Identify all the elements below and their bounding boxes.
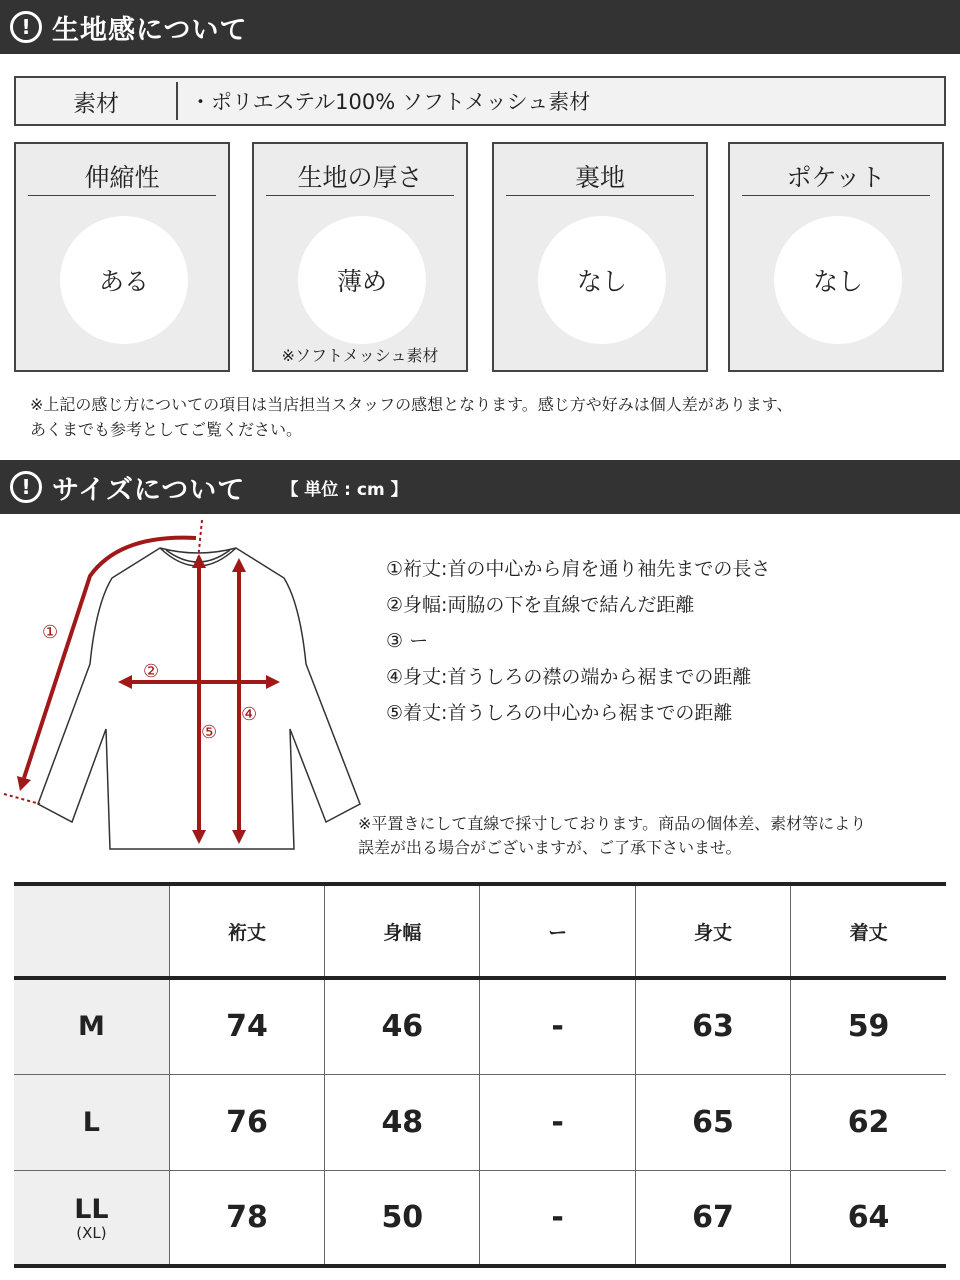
feature-value: なし	[774, 216, 902, 344]
table-cell: 63	[635, 978, 790, 1074]
cuff-dotted	[4, 794, 40, 804]
feature-note: ※ソフトメッシュ素材	[281, 346, 439, 365]
disclaimer-line: あくまでも参考としてご覧ください。	[30, 420, 303, 439]
table-cell: 64	[847, 1199, 890, 1235]
feature-title: 生地の厚さ	[266, 158, 454, 196]
table-header-cell: 着丈	[849, 921, 888, 944]
size-table	[14, 882, 946, 1268]
arrowhead	[266, 675, 280, 689]
garment-diagram	[0, 514, 370, 864]
size-label-cell	[14, 1170, 169, 1266]
table-cell: 62	[847, 1104, 890, 1140]
table-row	[14, 1170, 946, 1266]
size-label-cell: L	[14, 1074, 169, 1170]
measurement-item: ②身幅:両脇の下を直線で結んだ距離	[386, 594, 695, 616]
table-header-cell: ー	[480, 884, 635, 978]
size-section-header	[0, 460, 960, 514]
table-header-cell	[14, 884, 169, 978]
table-cell: 48	[325, 1074, 480, 1170]
feature-box-pocket	[728, 142, 944, 372]
table-cell: -	[480, 1074, 635, 1170]
neck-center-dotted	[198, 520, 202, 560]
measurement-item: ④身丈:首うしろの襟の端から裾までの距離	[386, 666, 752, 688]
table-cell: 50	[325, 1170, 480, 1266]
size-sublabel: (XL)	[76, 1223, 107, 1242]
size-note-line: 誤差が出る場合がございますが、ご了承下さいませ。	[358, 838, 742, 857]
table-cell: -	[480, 1170, 635, 1266]
feature-value: なし	[538, 216, 666, 344]
feature-title: 伸縮性	[28, 158, 216, 196]
table-cell: 67	[635, 1170, 790, 1266]
table-cell: 59	[847, 1009, 890, 1045]
material-divider	[176, 82, 178, 120]
arrowhead	[192, 830, 206, 844]
material-value: ・ポリエステル100% ソフトメッシュ素材	[190, 90, 591, 114]
fabric-disclaimer	[30, 392, 793, 442]
feature-title: 裏地	[506, 158, 694, 196]
exclamation-icon: !	[10, 471, 42, 503]
disclaimer-line: ※上記の感じ方についての項目は当店担当スタッフの感想となります。感じ方や好みは個人差があります、	[30, 395, 793, 414]
feature-value: ある	[60, 216, 188, 344]
feature-box-thickness	[252, 142, 468, 372]
table-header-cell: 裄丈	[169, 884, 324, 978]
feature-box-stretch	[14, 142, 230, 372]
table-header-cell: 身幅	[325, 884, 480, 978]
table-header-cell: 身丈	[635, 884, 790, 978]
mark-5: ⑤	[201, 722, 218, 743]
measurement-item: ①裄丈:首の中心から肩を通り袖先までの長さ	[386, 558, 771, 580]
size-note	[358, 812, 866, 860]
measurement-item: ⑤着丈:首うしろの中心から裾までの距離	[386, 702, 733, 724]
table-cell: 78	[169, 1170, 324, 1266]
size-section-title: サイズについて	[52, 474, 246, 506]
measurement-list	[386, 554, 770, 734]
mark-1: ①	[42, 622, 59, 643]
feature-box-lining	[492, 142, 708, 372]
arrowhead	[232, 558, 246, 572]
mark-4: ④	[241, 704, 258, 725]
sleeve-arrow	[24, 538, 196, 778]
arrowhead	[17, 776, 31, 791]
table-row	[14, 978, 946, 1074]
table-cell: 74	[169, 978, 324, 1074]
size-unit: 【 単位 : cm 】	[281, 479, 408, 500]
feature-title: ポケット	[742, 158, 930, 196]
size-label: LL	[74, 1193, 109, 1225]
fabric-section-header	[0, 0, 960, 54]
arrowhead	[118, 675, 132, 689]
material-label: 素材	[73, 90, 119, 117]
mark-2: ②	[143, 661, 160, 682]
table-cell: -	[480, 978, 635, 1074]
exclamation-icon: !	[10, 11, 42, 43]
material-row	[14, 76, 946, 126]
table-cell: 46	[325, 978, 480, 1074]
table-header-row	[14, 884, 946, 978]
table-row	[14, 1074, 946, 1170]
arrowhead	[232, 830, 246, 844]
fabric-section-title: 生地感について	[52, 14, 248, 46]
size-label-cell: M	[14, 978, 169, 1074]
measurement-item: ③ ー	[386, 630, 429, 652]
size-note-line: ※平置きにして直線で採寸しております。商品の個体差、素材等により	[358, 814, 867, 833]
feature-value: 薄め	[298, 216, 426, 344]
table-cell: 65	[635, 1074, 790, 1170]
table-cell: 76	[169, 1074, 324, 1170]
